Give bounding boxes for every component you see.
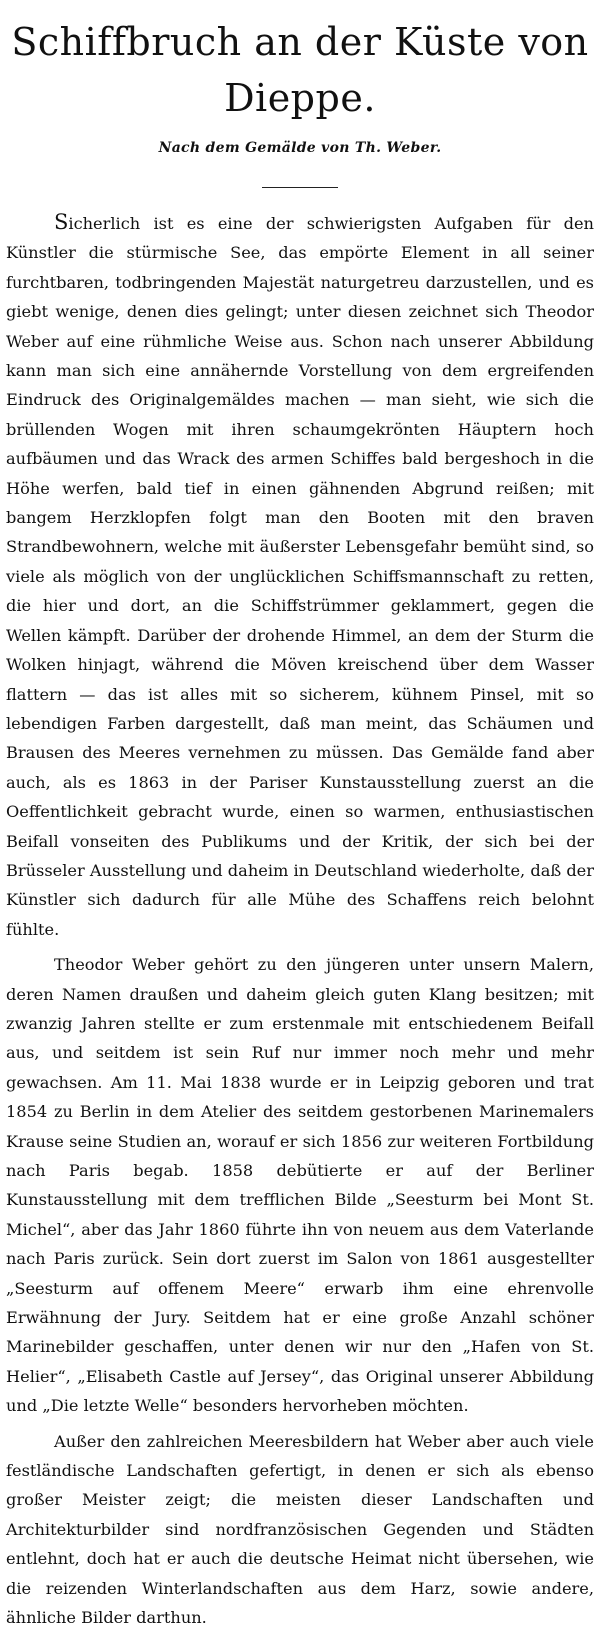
paragraph-1-text: icherlich ist es eine der schwierigsten Aufgaben für den Künstler die stürmische See, das empörte Element in all seiner furchtbaren, todbringenden Majestät naturgetreu darzustellen, und es giebt wenige, denen dies gelingt; unter diesen zeichnet sich Theodor Weber auf eine rühmliche Weise aus. Schon nach unserer Abbildung kann man sich eine annähernde Vorstellung von dem ergreifenden Eindruck des Originalgemäldes machen — man sieht, wie sich die brüllenden Wogen mit ihren schaumgekrönten Häuptern hoch aufbäumen und das Wrack des armen Schiffes bald bergeshoch in die Höhe werfen, bald tief in einen gähnenden Abgrund reißen; mit bangem Herzklopfen folgt man den Booten mit den braven Strandbewohnern, welche mit äußerster Lebensgefahr bemüht sind, so viele als möglich von der unglücklichen Schiffsmannschaft zu retten, die hier und dort, an die Schiffstrümmer geklammert, gegen die Wellen kämpft. Darüber der drohende Himmel, an dem der Sturm die Wolken hinjagt, während die Möven kreischend über dem Wasser flattern — das ist alles mit so sicherem, kühnem Pinsel, mit so lebendigen Farben dargestellt, daß man meint, das Schäumen und Brausen des Meeres vernehmen zu müssen. Das Gemälde fand aber auch, als es 1863 in der Pariser Kunstausstellung zuerst an die Oeffentlichkeit gebracht wurde, einen so warmen, enthusiastischen Beifall vonseiten des Publikums und der Kritik, der sich bei der Brüsseler Ausstellung und daheim in Deutschland wiederholte, daß der Künstler sich dadurch für alle Mühe des Schaffens reich belohnt fühlte. — [6, 214, 594, 939]
paragraph-2: Theodor Weber gehört zu den jüngeren unter unsern Malern, deren Namen draußen und daheim gleich guten Klang besitzen; mit zwanzig Jahren stellte er zum erstenmale mit entschiedenem Beifall aus, und seitdem ist sein Ruf nur immer noch mehr und mehr gewachsen. Am 11. Mai 1838 wurde er in Leipzig geboren und trat 1854 zu Berlin in dem Atelier des seitdem gestorbenen Marinemalers Krause seine Studien an, worauf er sich 1856 zur weiteren Fortbildung nach Paris begab. 1858 debütierte er auf der Berliner Kunstausstellung mit dem trefflichen Bilde „Seesturm bei Mont St. Michel“, aber das Jahr 1860 führte ihn von neuem aus dem Vaterlande nach Paris zurück. Sein dort zuerst im Salon von 1861 ausgestellter „Seesturm auf offenem Meere“ erwarb ihm eine ehrenvolle Erwähnung der Jury. Seitdem hat er eine große Anzahl schöner Marinebilder geschaffen, unter denen wir nur den „Hafen von St. Helier“, „Elisabeth Castle auf Jersey“, das Original unserer Abbildung und „Die letzte Welle“ besonders hervorheben möchten. — [6, 955, 594, 1416]
article-subtitle: Nach dem Gemälde von Th. Weber. — [158, 140, 442, 156]
paragraph-1 — [6, 208, 594, 944]
article-title: Schiffbruch an der Küste von Dieppe. — [11, 20, 589, 120]
article-body — [6, 208, 594, 1633]
title-divider — [262, 187, 338, 188]
paragraph-3: Außer den zahlreichen Meeresbildern hat Weber aber auch viele festländische Landschaften gefertigt, in denen er sich als ebenso großer Meister zeigt; die meisten dieser Landschaften und Architekturbilder sind nordfranzösischen Gegenden und Städten entlehnt, doch hat er auch die deutsche Heimat nicht übersehen, wie die reizenden Winterlandschaften aus dem Harz, sowie andere, ähnliche Bilder darthun. — [6, 1431, 594, 1628]
drop-cap-initial: S — [54, 210, 69, 234]
